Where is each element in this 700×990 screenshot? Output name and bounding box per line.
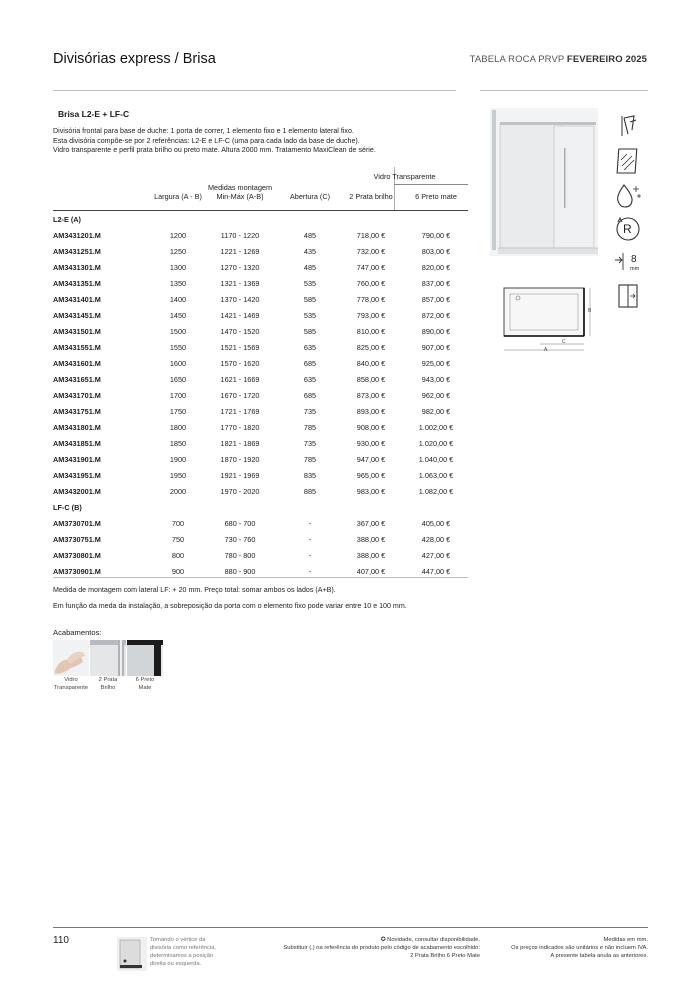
price-black: 872,00 €: [421, 311, 451, 320]
product-code: AM3431201.M: [53, 231, 101, 240]
product-code: AM3431451.M: [53, 311, 101, 320]
opening-value: 685: [303, 391, 317, 400]
product-code: AM3431851.M: [53, 439, 101, 448]
table-body: [53, 211, 468, 579]
plan-label-c: C: [562, 339, 566, 345]
footer-note-line: direita ou esquerda.: [150, 961, 202, 967]
price-silver: 858,00 €: [356, 375, 386, 384]
width-value: 1200: [169, 231, 187, 240]
mount-range: 880 - 900: [224, 567, 256, 576]
price-black: 943,00 €: [421, 375, 451, 384]
product-code: AM3431751.M: [53, 407, 101, 416]
page-header-title: Divisórias express / Brisa: [53, 51, 216, 67]
opening-value: -: [308, 535, 312, 544]
price-black: 1.063,00 €: [418, 471, 454, 480]
table-row: [53, 307, 468, 323]
mount-range: 680 - 700: [224, 519, 256, 528]
footer-note-line: Medidas em mm.: [603, 937, 648, 943]
table-row: [53, 339, 468, 355]
price-black: 803,00 €: [421, 247, 451, 256]
reversible-letter: R: [623, 222, 632, 236]
price-silver: 747,00 €: [356, 263, 386, 272]
opening-value: 785: [303, 455, 317, 464]
opening-value: 685: [303, 359, 317, 368]
corner-reference-icon: [117, 937, 147, 971]
table-row: [53, 227, 468, 243]
footer-note-line: determinamos a posição: [150, 953, 214, 959]
wall-mount-icon: [610, 112, 646, 140]
mount-range: 780 - 800: [224, 551, 256, 560]
price-silver: 718,00 €: [356, 231, 386, 240]
price-silver: 388,00 €: [356, 535, 386, 544]
mount-range: 1721 - 1769: [220, 407, 260, 416]
price-black: 837,00 €: [421, 279, 451, 288]
table-row: [53, 515, 468, 531]
section-label: L2-E (A): [53, 215, 81, 224]
product-code: AM3431251.M: [53, 247, 101, 256]
table-row: [53, 435, 468, 451]
finish-label-line2: Mate: [138, 685, 152, 691]
opening-value: 585: [303, 295, 317, 304]
product-code: AM3432001.M: [53, 487, 101, 496]
finish-label: [125, 676, 165, 692]
width-value: 1450: [169, 311, 187, 320]
footer-note-line: A presente tabela anula as anteriores.: [550, 953, 648, 959]
sliding-door-icon: [610, 282, 646, 310]
product-code: AM3431401.M: [53, 295, 101, 304]
price-silver: 778,00 €: [356, 295, 386, 304]
page-number: 110: [53, 935, 69, 946]
width-value: 1900: [169, 455, 187, 464]
mount-range: 1470 - 1520: [220, 327, 260, 336]
product-photo: [480, 100, 602, 260]
price-silver: 893,00 €: [356, 407, 386, 416]
width-value: 1800: [169, 423, 187, 432]
footer-note-line: Os preços indicados são unitários e não incluem IVA.: [511, 945, 648, 951]
glass-thickness-icon: [610, 250, 646, 278]
mount-range: 1421 - 1469: [220, 311, 260, 320]
col-header-price2: 6 Preto mate: [415, 192, 457, 201]
price-silver: 930,00 €: [356, 439, 386, 448]
finish-label-line1: 6 Preto: [135, 677, 155, 683]
col-header-mount-line1: Medidas montagem: [207, 183, 273, 192]
mount-range: 1221 - 1269: [220, 247, 260, 256]
table-section-header: [53, 211, 468, 227]
col-header-width: Largura (A - B): [154, 192, 202, 201]
group-header-underline: [394, 184, 468, 185]
table-row: [53, 291, 468, 307]
plan-label-b: B: [588, 308, 592, 314]
product-title: Brisa L2-E + LF-C: [58, 109, 130, 119]
price-silver: 873,00 €: [356, 391, 386, 400]
header-divider-left: [53, 90, 456, 91]
price-black: 405,00 €: [421, 519, 451, 528]
opening-value: 885: [303, 487, 317, 496]
product-code: AM3431351.M: [53, 279, 101, 288]
note-mount: Medida de montagem com lateral LF: + 20 mm. Preço total: somar ambos os lados (A+B).: [53, 586, 336, 594]
product-code: AM3431901.M: [53, 455, 101, 464]
description-line: Esta divisória compõe-se por 2 referências: L2-E e LF-C (uma para cada lado da base de duche).: [53, 136, 360, 145]
footer-divider: [53, 927, 648, 928]
price-silver: 983,00 €: [356, 487, 386, 496]
footer-note-line: Tomando o vértice da: [150, 937, 206, 943]
footer-finish-note: [240, 936, 480, 960]
table-row: [53, 531, 468, 547]
price-black: 1.020,00 €: [418, 439, 454, 448]
price-silver: 810,00 €: [356, 327, 386, 336]
width-value: 1700: [169, 391, 187, 400]
product-code: AM3730801.M: [53, 551, 101, 560]
footer-note-line: divisória como referência,: [150, 945, 217, 951]
thickness-value: 8: [631, 254, 637, 265]
table-row: [53, 403, 468, 419]
price-silver: 793,00 €: [356, 311, 386, 320]
opening-value: -: [308, 551, 312, 560]
width-value: 1600: [169, 359, 187, 368]
opening-value: 435: [303, 247, 317, 256]
col-header-opening: Abertura (C): [289, 192, 331, 201]
opening-value: 585: [303, 327, 317, 336]
price-black: 427,00 €: [421, 551, 451, 560]
price-silver: 367,00 €: [356, 519, 386, 528]
table-section-header: [53, 499, 468, 515]
opening-value: 735: [303, 439, 317, 448]
table-row: [53, 355, 468, 371]
finish-swatch-black: [127, 640, 163, 676]
table-bottom-rule: [53, 577, 468, 578]
width-value: 1250: [169, 247, 187, 256]
mount-range: 1870 - 1920: [220, 455, 260, 464]
product-code: AM3431301.M: [53, 263, 101, 272]
table-row: [53, 387, 468, 403]
price-silver: 947,00 €: [356, 455, 386, 464]
finish-label-line1: Vidro: [64, 677, 78, 683]
price-black: 1.040,00 €: [418, 455, 454, 464]
thickness-unit: mm: [630, 266, 640, 272]
product-code: AM3730901.M: [53, 567, 101, 576]
section-label: LF-C (B): [53, 503, 82, 512]
finish-label-line2: Transparente: [53, 685, 89, 691]
opening-value: 735: [303, 407, 317, 416]
mount-range: 1270 - 1320: [220, 263, 260, 272]
width-value: 700: [171, 519, 185, 528]
plan-drawing: [500, 284, 600, 354]
finish-swatch-clear-glass: [53, 640, 89, 676]
width-value: 1350: [169, 279, 187, 288]
width-value: 900: [171, 567, 185, 576]
description-line: Divisória frontal para base de duche: 1 porta de correr, 1 elemento fixo e 1 elemento lateral fixo.: [53, 127, 354, 135]
mount-range: 1821 - 1869: [220, 439, 260, 448]
table-row: [53, 275, 468, 291]
mount-range: 730 - 760: [224, 535, 256, 544]
product-code: AM3431651.M: [53, 375, 101, 384]
finish-label-line2: Brilho: [100, 685, 116, 691]
edition-prefix: TABELA ROCA PRVP: [469, 54, 565, 65]
width-value: 1400: [169, 295, 187, 304]
mount-range: 1921 - 1969: [220, 471, 260, 480]
mount-range: 1170 - 1220: [220, 231, 260, 240]
price-black: 1.082,00 €: [418, 487, 454, 496]
mount-range: 1321 - 1369: [220, 279, 260, 288]
maxiclean-drop-icon: [610, 180, 646, 210]
header-divider-right: [480, 90, 648, 91]
installation-plan-diagram: [500, 284, 600, 354]
width-value: 1300: [169, 263, 187, 272]
opening-value: -: [308, 519, 312, 528]
glass-panel-icon: [610, 146, 646, 176]
mount-range: 1521 - 1569: [220, 343, 260, 352]
note-overlap: Em função da meda da instalação, a sobreposição da porta com o elemento fixo pode variar entre 10 e 100 mm.: [53, 602, 407, 610]
table-row: [53, 467, 468, 483]
table-row: [53, 259, 468, 275]
opening-value: 535: [303, 311, 317, 320]
width-value: 2000: [169, 487, 187, 496]
finishes-title: Acabamentos:: [53, 628, 102, 637]
finish-label: [51, 676, 91, 692]
price-silver: 840,00 €: [356, 359, 386, 368]
price-black: 857,00 €: [421, 295, 451, 304]
product-code: AM3730701.M: [53, 519, 101, 528]
price-black: 925,00 €: [421, 359, 451, 368]
opening-value: 785: [303, 423, 317, 432]
price-silver: 732,00 €: [356, 247, 386, 256]
opening-value: -: [308, 567, 312, 576]
price-black: 428,00 €: [421, 535, 451, 544]
product-code: AM3431551.M: [53, 343, 101, 352]
product-code: AM3431601.M: [53, 359, 101, 368]
col-header-price1: 2 Prata brilho: [349, 192, 393, 201]
width-value: 1650: [169, 375, 187, 384]
product-code: AM3431501.M: [53, 327, 101, 336]
table-row: [53, 451, 468, 467]
col-header-mount-line2: Min-Máx (A-B): [216, 192, 264, 201]
width-value: 800: [171, 551, 185, 560]
price-black: 982,00 €: [421, 407, 451, 416]
footer-pricing-note: [490, 936, 648, 960]
opening-value: 835: [303, 471, 317, 480]
price-black: 1.002,00 €: [418, 423, 454, 432]
opening-value: 535: [303, 279, 317, 288]
table-row: [53, 371, 468, 387]
width-value: 1550: [169, 343, 187, 352]
table-row: [53, 547, 468, 563]
product-code: AM3431701.M: [53, 391, 101, 400]
footer-reference-note: [150, 936, 240, 968]
price-silver: 825,00 €: [356, 343, 386, 352]
mount-range: 1670 - 1720: [220, 391, 260, 400]
width-value: 750: [171, 535, 185, 544]
mount-range: 1370 - 1420: [220, 295, 260, 304]
price-black: 907,00 €: [421, 343, 451, 352]
product-code: AM3431951.M: [53, 471, 101, 480]
mount-range: 1621 - 1669: [220, 375, 260, 384]
price-silver: 908,00 €: [356, 423, 386, 432]
product-code: AM3730751.M: [53, 535, 101, 544]
finish-swatch-silver: [90, 640, 126, 676]
edition-date: FEVEREIRO 2025: [566, 54, 647, 65]
mount-range: 1970 - 2020: [220, 487, 260, 496]
price-black: 890,00 €: [421, 327, 451, 336]
opening-value: 635: [303, 343, 317, 352]
page-header-edition: [470, 54, 647, 65]
description-line: Vidro transparente e perfil prata brilho ou preto mate. Altura 2000 mm. Tratamento MaxiClean de série.: [53, 146, 376, 155]
footer-note-line: 2 Prata Brilho 6 Preto Mate: [410, 953, 480, 959]
product-code: AM3431801.M: [53, 423, 101, 432]
product-description: [53, 127, 463, 156]
price-black: 790,00 €: [421, 231, 451, 240]
mount-range: 1570 - 1620: [220, 359, 260, 368]
table-header: [53, 167, 468, 211]
width-value: 1850: [169, 439, 187, 448]
price-black: 820,00 €: [421, 263, 451, 272]
width-value: 1750: [169, 407, 187, 416]
thickness-arrows-icon: [610, 250, 646, 278]
opening-value: 485: [303, 263, 317, 272]
table-row: [53, 419, 468, 435]
group-header: Vidro Transparente: [373, 172, 436, 181]
width-value: 1500: [169, 327, 187, 336]
width-value: 1950: [169, 471, 187, 480]
price-table: [53, 167, 468, 579]
table-row: [53, 483, 468, 499]
price-silver: 965,00 €: [356, 471, 386, 480]
col-header-mount: [199, 183, 281, 201]
table-row: [53, 243, 468, 259]
price-silver: 388,00 €: [356, 551, 386, 560]
opening-value: 635: [303, 375, 317, 384]
table-row: [53, 323, 468, 339]
footer-note-line: ✪ Novidade, consultar disponibilidade.: [380, 937, 480, 943]
finish-label-line1: 2 Prata: [98, 677, 118, 683]
finish-label: [88, 676, 128, 692]
price-black: 447,00 €: [421, 567, 451, 576]
opening-value: 485: [303, 231, 317, 240]
price-silver: 760,00 €: [356, 279, 386, 288]
mount-range: 1770 - 1820: [220, 423, 260, 432]
footer-note-line: Substituir (.) na referência do produto pelo código de acabamento escolhido:: [283, 945, 480, 951]
price-black: 962,00 €: [421, 391, 451, 400]
price-silver: 407,00 €: [356, 567, 386, 576]
reversible-icon: [610, 214, 646, 244]
plan-label-a: A: [544, 347, 548, 353]
